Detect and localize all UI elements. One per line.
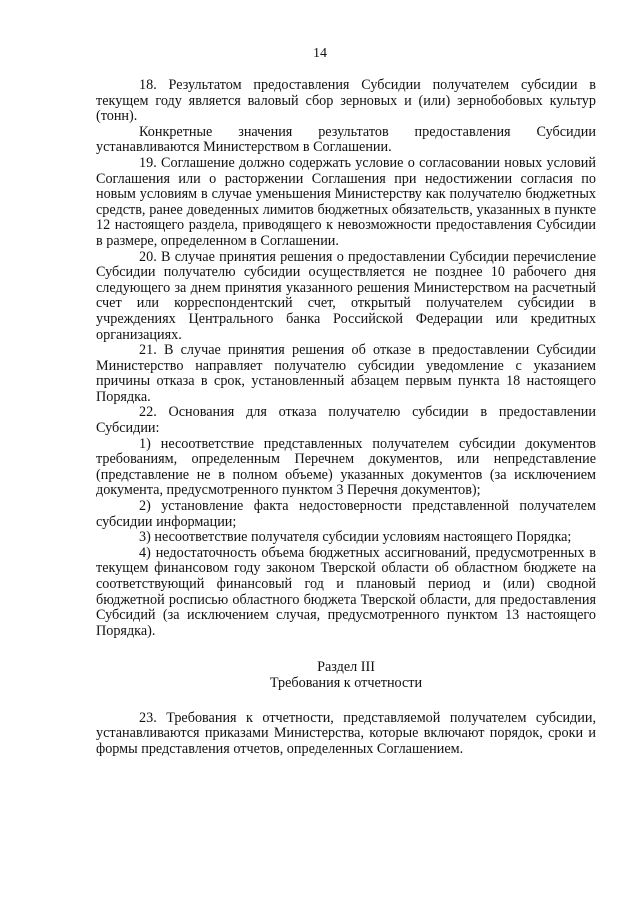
- document-body: [96, 78, 596, 757]
- paragraph-18-values: Конкретные значения результатов предоставления Субсидии устанавливаются Министерством в Соглашении.: [96, 123, 596, 156]
- section-number: Раздел III: [317, 659, 375, 676]
- paragraph-20: 20. В случае принятия решения о предоставлении Субсидии перечисление Субсидии получателю субсидии осуществляется не позднее 10 рабочего дня следующего за днем принятия указанного решения Министерством на расчетный счет или корреспондентский счет, открытый получателем субсидии в учреждениях Центрального банка Российской Федерации или кредитных организациях.: [96, 248, 596, 343]
- paragraph-21: 21. В случае принятия решения об отказе в предоставлении Субсидии Министерство направляет получателю субсидии уведомление с указанием причины отказа в срок, установленный абзацем первым пункта 18 настоящего Порядка.: [96, 342, 596, 405]
- paragraph-22-item-3: 3) несоответствие получателя субсидии условиям настоящего Порядка;: [139, 529, 572, 546]
- page-number: 14: [313, 46, 327, 61]
- paragraph-18: 18. Результатом предоставления Субсидии получателем субсидии в текущем году является валовый сбор зерновых и (или) зернобобовых культур (тонн).: [96, 77, 596, 125]
- paragraph-22-item-4: 4) недостаточность объема бюджетных ассигнований, предусмотренных в текущем финансовом году законом Тверской области об областном бюджете на соответствующий финансовый год и плановый период и (или) сводной бюджетной росписью областного бюджета Тверской области, для предоставления Субсидий (за исключением случая, предусмотренного пунктом 13 настоящего Порядка).: [96, 544, 596, 639]
- paragraph-22-item-2: 2) установление факта недостоверности представленной получателем субсидии информации;: [96, 498, 596, 530]
- paragraph-23: 23. Требования к отчетности, представляемой получателем субсидии, устанавливаются приказами Министерства, которые включают порядок, сроки и формы представления отчетов, определенных Соглашением.: [96, 709, 596, 757]
- section-title: Требования к отчетности: [269, 674, 423, 691]
- paragraph-22-item-1: 1) несоответствие представленных получателем субсидии документов требованиям, определенным Перечнем документов, или непредставление (представление не в полном объеме) указанных документов (за исключением документа, предусмотренного пунктом 3 Перечня документов);: [96, 435, 596, 499]
- paragraph-19: 19. Соглашение должно содержать условие о согласовании новых условий Соглашения или о расторжении Соглашения при недостижении согласия по новым условиям в случае уменьшения Министерству как получателю бюджетных средств, ранее доведенных лимитов бюджетных обязательств, указанных в пункте 12 настоящего раздела, приводящего к невозможности предоставления Субсидии в размере, определенном в Соглашении.: [96, 154, 596, 249]
- paragraph-22: 22. Основания для отказа получателю субсидии в предоставлении Субсидии:: [96, 404, 596, 437]
- section-heading: [96, 660, 596, 691]
